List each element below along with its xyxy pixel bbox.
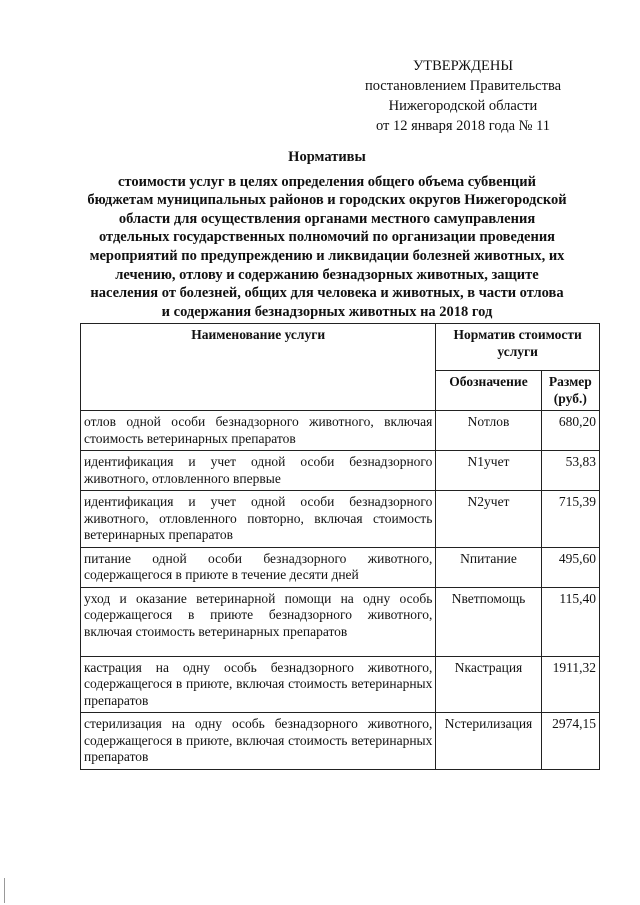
designation-cell: N1учет <box>436 451 541 491</box>
table-row <box>81 491 600 548</box>
approval-line-resolution: постановлением Правительства <box>364 78 562 94</box>
header-amount: Размер (руб.) <box>541 371 599 411</box>
table-row <box>81 547 600 587</box>
title-line: отдельных государственных полномочий по организации проведения <box>98 229 556 246</box>
table-row <box>81 411 600 451</box>
amount-cell: 115,40 <box>541 587 599 656</box>
title-line: бюджетам муниципальных районов и городских округов Нижегородской <box>87 192 567 209</box>
table-row <box>81 656 600 713</box>
approval-title: УТВЕРЖДЕНЫ <box>412 58 514 74</box>
title-line: стоимости услуг в целях определения общего объема субвенций <box>117 173 536 190</box>
title-line: населения от болезней, общих для человека и животных, в части отлова <box>90 285 564 302</box>
service-name-cell: кастрация на одну особь безнадзорного животного, содержащегося в приюте, включая стоимость ветеринарных препаратов <box>81 656 436 713</box>
scan-margin-mark <box>4 878 5 903</box>
header-service-name: Наименование услуги <box>81 324 436 411</box>
title-line: области для осуществления органами местного самуправления <box>118 210 536 227</box>
amount-cell: 715,39 <box>541 491 599 548</box>
amount-cell: 680,20 <box>541 411 599 451</box>
designation-cell: Nветпомощь <box>436 587 541 656</box>
norms-table <box>80 323 600 770</box>
amount-cell: 1911,32 <box>541 656 599 713</box>
service-name-cell: идентификация и учет одной особи безнадзорного животного, отловленного впервые <box>81 451 436 491</box>
service-name-cell: отлов одной особи безнадзорного животного, включая стоимость ветеринарных препаратов <box>81 411 436 451</box>
approval-line-date: от 12 января 2018 года № 11 <box>375 118 551 134</box>
table-row <box>81 587 600 656</box>
designation-cell: Nкастрация <box>436 656 541 713</box>
title-heading: Нормативы <box>288 149 366 165</box>
designation-cell: Nпитание <box>436 547 541 587</box>
header-designation: Обозначение <box>436 371 541 411</box>
service-name-cell: стерилизация на одну особь безнадзорного животного, содержащегося в приюте, включая стоимость ветеринарных препаратов <box>81 713 436 770</box>
designation-cell: Nстерилизация <box>436 713 541 770</box>
service-name-cell: питание одной особи безнадзорного животного, содержащегося в приюте в течение десяти дней <box>81 547 436 587</box>
designation-cell: Nотлов <box>436 411 541 451</box>
approval-line-region: Нижегородской области <box>388 98 538 114</box>
designation-cell: N2учет <box>436 491 541 548</box>
amount-cell: 2974,15 <box>541 713 599 770</box>
service-name-cell: уход и оказание ветеринарной помощи на одну особь содержащегося в приюте безнадзорного животного, включая стоимость ветеринарных препаратов <box>81 587 436 656</box>
table-row <box>81 713 600 770</box>
table-header-row <box>81 324 600 371</box>
header-norm-cost: Норматив стоимости услуги <box>436 324 600 371</box>
title-line: и содержания безнадзорных животных на 2018 год <box>161 303 493 320</box>
title-line: мероприятий по предупреждению и ликвидации болезней животных, их <box>89 247 565 264</box>
document-title <box>28 148 626 321</box>
table-row <box>81 451 600 491</box>
amount-cell: 495,60 <box>541 547 599 587</box>
approval-block <box>318 56 608 136</box>
title-line: лечению, отлову и содержанию безнадзорных животных, защите <box>115 266 539 283</box>
amount-cell: 53,83 <box>541 451 599 491</box>
service-name-cell: идентификация и учет одной особи безнадзорного животного, отловленного повторно, включая стоимость ветеринарных препаратов <box>81 491 436 548</box>
